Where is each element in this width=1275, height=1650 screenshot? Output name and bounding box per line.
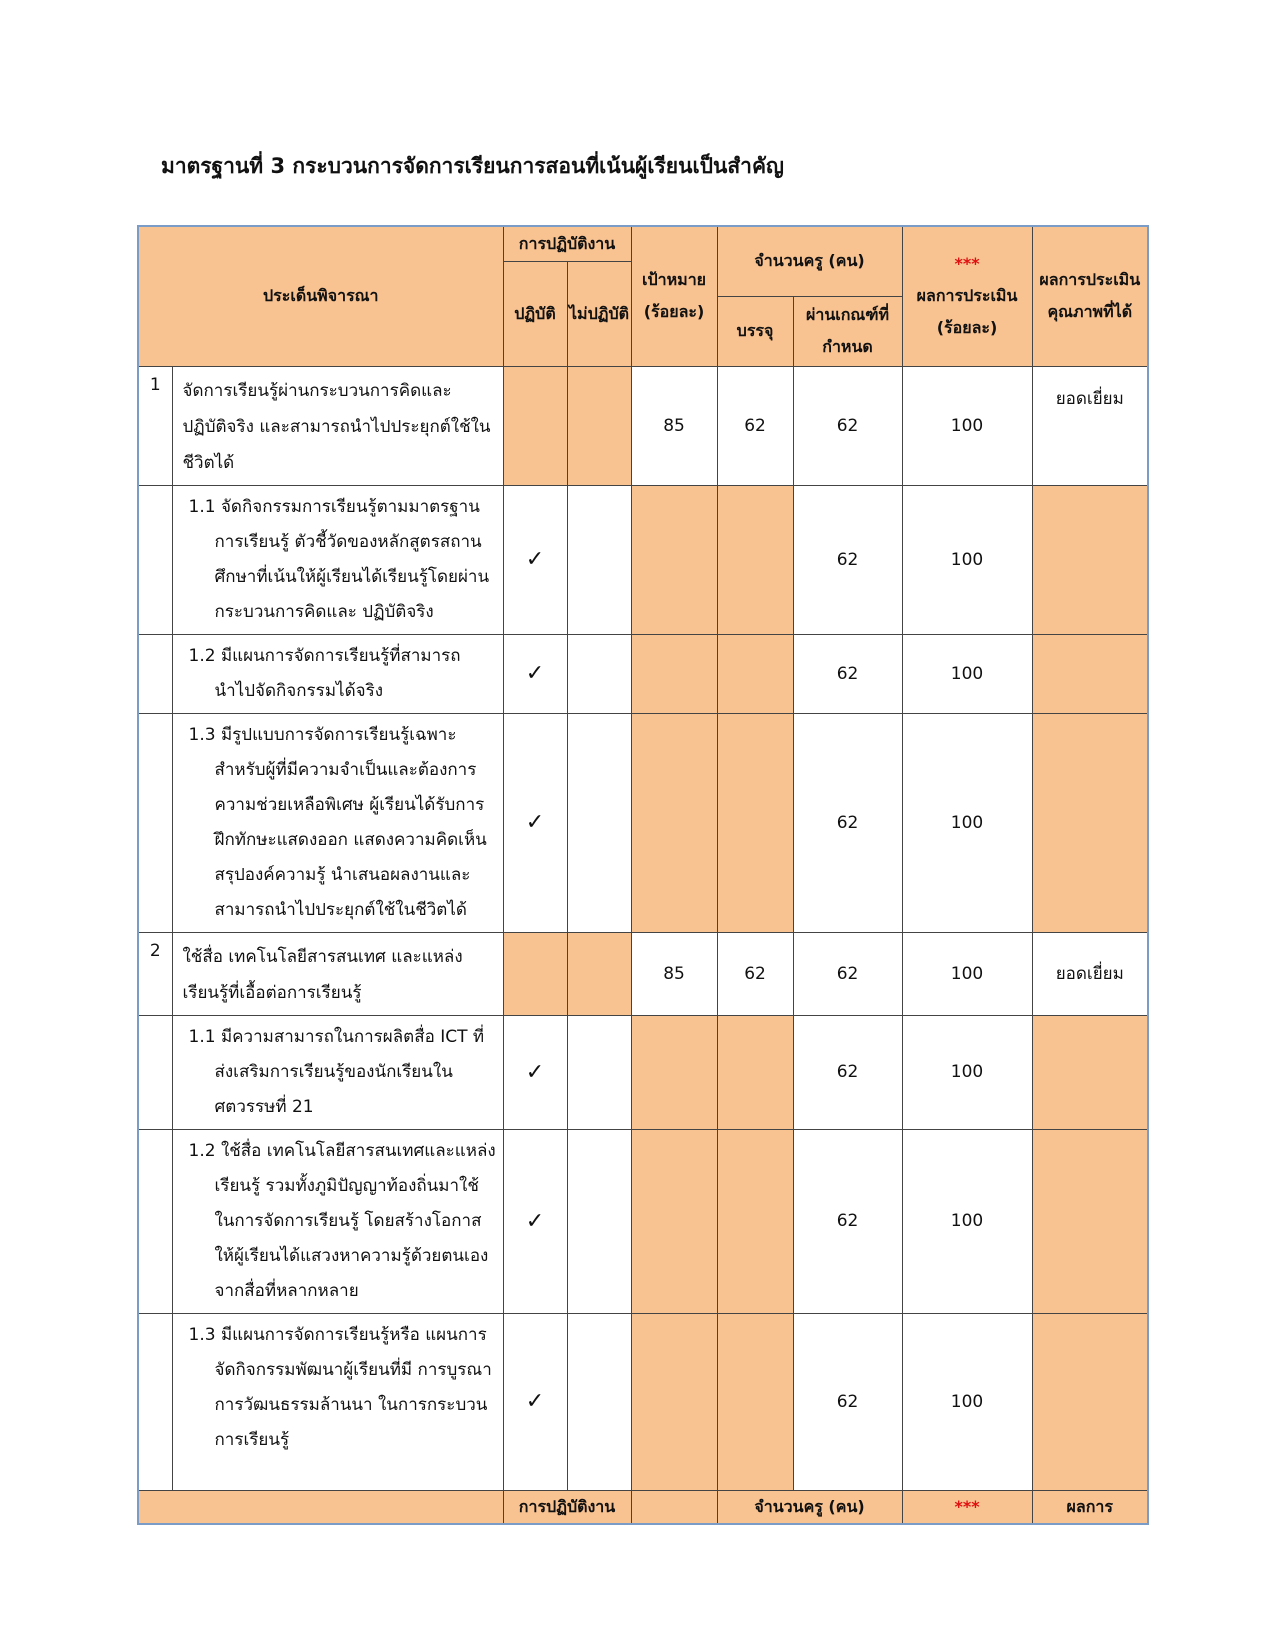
- subitem-text: 1.1 มีความสามารถในการผลิตสื่อ ICT ที่ ส่งเสริมการเรียนรู้ของนักเรียนในศตวรรษที่ 21: [172, 1015, 503, 1129]
- quality-value: ยอดเยี่ยม: [1032, 932, 1148, 1015]
- table-row: [138, 366, 1148, 485]
- result-percent-value: 100: [902, 485, 1032, 634]
- subitem-text: 1.2 ใช้สื่อ เทคโนโลยีสารสนเทศและแหล่ง เรียนรู้ รวมทั้งภูมิปัญญาท้องถิ่นมาใช้ในการจัดการเรียนรู้ โดยสร้างโอกาสให้ผู้เรียนได้แสวงหาความรู้ด้วยตนเองจากสื่อที่หลากหลาย: [172, 1129, 503, 1313]
- check-mark: ✓: [503, 1015, 567, 1129]
- teachers-passed-value: 62: [793, 1129, 902, 1313]
- not-practice-header: ไม่ปฏิบัติ: [567, 261, 631, 366]
- quality-header: ผลการประเมินคุณภาพที่ได้: [1032, 226, 1148, 366]
- teachers-passed-value: 62: [793, 932, 902, 1015]
- table-row: [138, 713, 1148, 932]
- teachers-passed-value: 62: [793, 1015, 902, 1129]
- practice-group-header: การปฏิบัติงาน: [503, 226, 631, 261]
- table-row: [138, 1015, 1148, 1129]
- subitem-text: 1.1 จัดกิจกรรมการเรียนรู้ตามมาตรฐาน การเรียนรู้ ตัวชี้วัดของหลักสูตรสถานศึกษาที่เน้นให้ผู้เรียนได้เรียนรู้โดยผ่านกระบวนการคิดและ ปฏิบัติจริง: [172, 485, 503, 634]
- item-text: ใช้สื่อ เทคโนโลยีสารสนเทศ และแหล่งเรียนรู้ที่เอื้อต่อการเรียนรู้: [172, 932, 503, 1015]
- result-percent-header: [902, 226, 1032, 366]
- teachers-passed-header: ผ่านเกณฑ์ที่กำหนด: [793, 296, 902, 366]
- subitem-text: 1.2 มีแผนการจัดการเรียนรู้ที่สามารถ นำไปจัดกิจกรรมได้จริง: [172, 634, 503, 713]
- result-percent-label: ผลการประเมิน (ร้อยละ): [916, 286, 1018, 338]
- result-percent-value: 100: [902, 1313, 1032, 1490]
- result-percent-value: 100: [902, 1015, 1032, 1129]
- teachers-passed-value: 62: [793, 1313, 902, 1490]
- asterisk-mark: ***: [954, 254, 980, 274]
- check-mark: ✓: [503, 1313, 567, 1490]
- quality-header: ผลการ: [1032, 1490, 1148, 1524]
- check-mark: ✓: [503, 485, 567, 634]
- target-value: 85: [631, 366, 717, 485]
- table-row: [138, 1129, 1148, 1313]
- teachers-total-value: 62: [717, 932, 793, 1015]
- target-value: 85: [631, 932, 717, 1015]
- item-text: จัดการเรียนรู้ผ่านกระบวนการคิดและปฏิบัติจริง และสามารถนำไปประยุกต์ใช้ในชีวิตได้: [172, 366, 503, 485]
- table-row: [138, 1313, 1148, 1490]
- table-row: [138, 932, 1148, 1015]
- teacher-count-header: จำนวนครู (คน): [717, 1490, 902, 1524]
- criteria-header: ประเด็นพิจารณา: [138, 226, 503, 366]
- teachers-passed-value: 62: [793, 366, 902, 485]
- subitem-text: 1.3 มีรูปแบบการจัดการเรียนรู้เฉพาะ สำหรับผู้ที่มีความจำเป็นและต้องการความช่วยเหลือพิเศษ ผู้เรียนได้รับการฝึกทักษะแสดงออก แสดงความคิดเห็นสรุปองค์ความรู้ นำเสนอผลงานและสามารถนำไปประยุกต์ใช้ในชีวิตได้: [172, 713, 503, 932]
- practice-header: ปฏิบัติ: [503, 261, 567, 366]
- teachers-total-header: บรรจุ: [717, 296, 793, 366]
- item-number: 1: [138, 366, 172, 485]
- page-title: มาตรฐานที่ 3 กระบวนการจัดการเรียนการสอนที่เน้นผู้เรียนเป็นสำคัญ: [161, 154, 784, 178]
- table-row: [138, 485, 1148, 634]
- practice-group-header: การปฏิบัติงาน: [503, 1490, 631, 1524]
- result-percent-value: 100: [902, 366, 1032, 485]
- check-mark: ✓: [503, 634, 567, 713]
- subitem-text: 1.3 มีแผนการจัดการเรียนรู้หรือ แผนการ จัดกิจกรรมพัฒนาผู้เรียนที่มี การบูรณาการวัฒนธรรมล้านนา ในการกระบวนการเรียนรู้: [172, 1313, 503, 1490]
- table-row: [138, 634, 1148, 713]
- teachers-passed-value: 62: [793, 485, 902, 634]
- repeated-header-row: [138, 1490, 1148, 1524]
- result-percent-value: 100: [902, 932, 1032, 1015]
- teachers-total-value: 62: [717, 366, 793, 485]
- teacher-count-header: จำนวนครู (คน): [717, 226, 902, 296]
- check-mark: ✓: [503, 713, 567, 932]
- teachers-passed-value: 62: [793, 713, 902, 932]
- check-mark: ✓: [503, 1129, 567, 1313]
- asterisk-mark: ***: [902, 1490, 1032, 1524]
- target-header: เป้าหมาย (ร้อยละ): [631, 226, 717, 366]
- result-percent-value: 100: [902, 713, 1032, 932]
- result-percent-value: 100: [902, 634, 1032, 713]
- standard-3-table: [137, 225, 1149, 1525]
- item-number: 2: [138, 932, 172, 1015]
- quality-value: ยอดเยี่ยม: [1032, 366, 1148, 485]
- result-percent-value: 100: [902, 1129, 1032, 1313]
- teachers-passed-value: 62: [793, 634, 902, 713]
